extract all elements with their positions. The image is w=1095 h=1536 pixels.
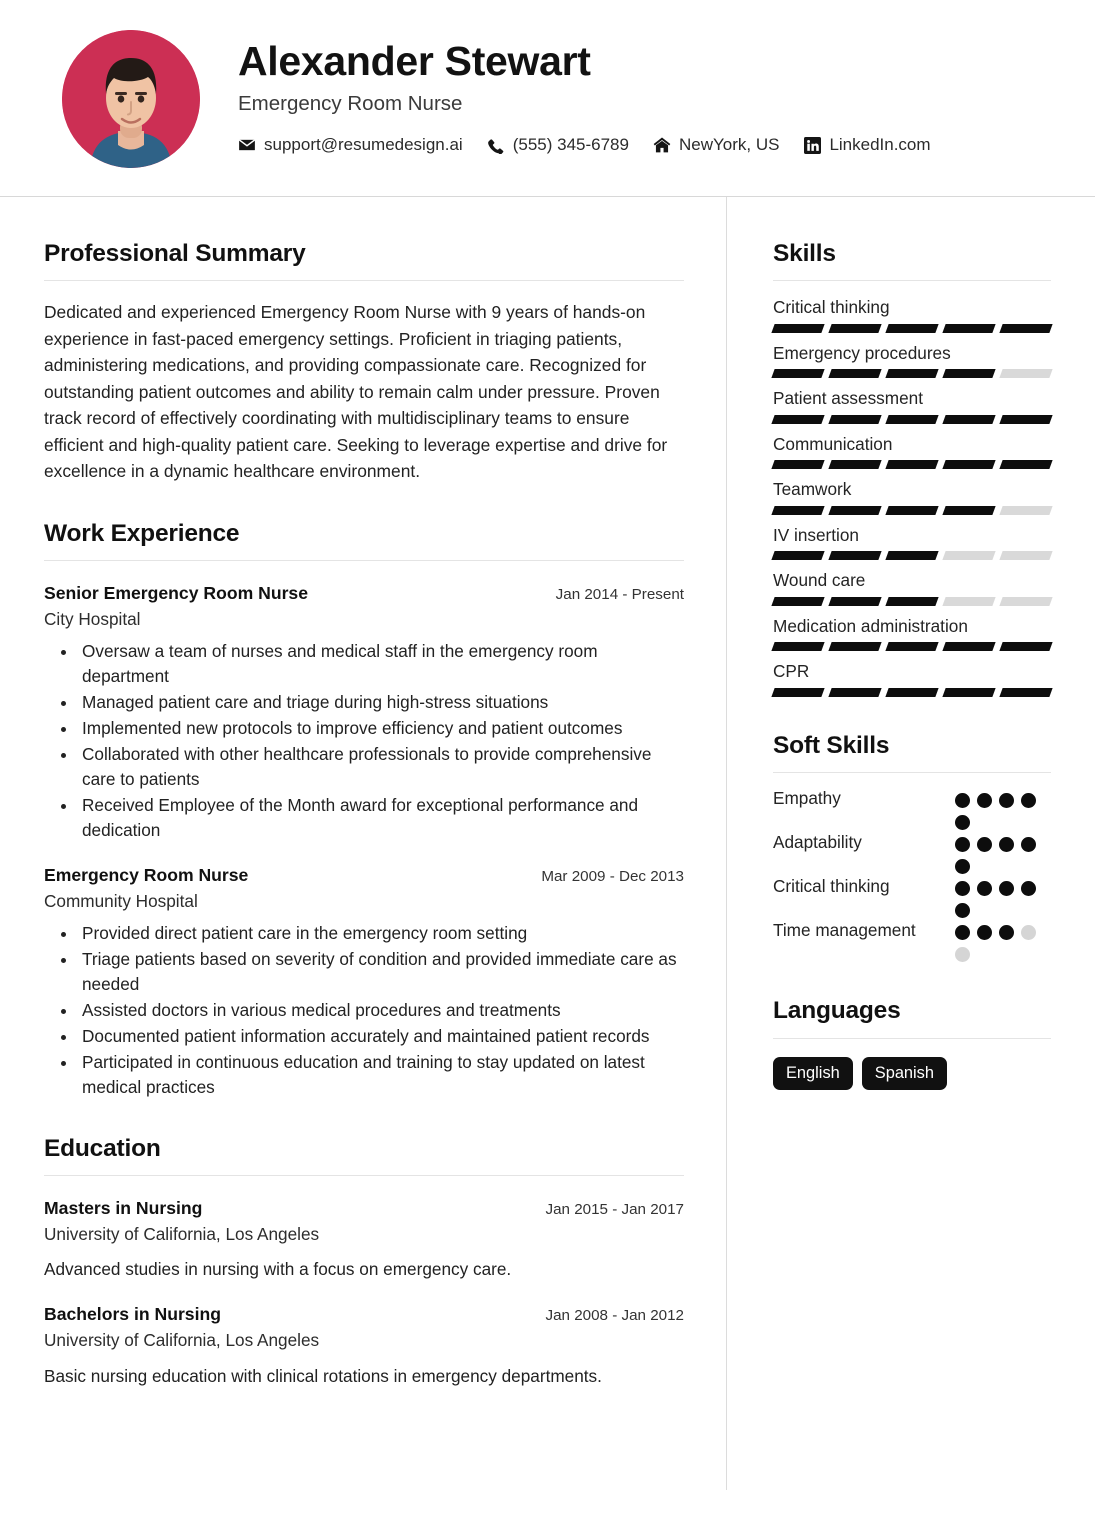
skill-row: [773, 570, 1051, 606]
skill-row: [773, 343, 1051, 379]
skill-meter-segment: [828, 597, 881, 606]
soft-skill-list: [773, 788, 1051, 962]
soft-skill-row: [773, 876, 1051, 918]
skill-row: [773, 661, 1051, 697]
language-list: [773, 1057, 1051, 1090]
section-divider: [773, 772, 1051, 773]
contact-linkedin-text: LinkedIn.com: [829, 135, 931, 155]
skill-meter-segment: [771, 460, 824, 469]
rating-dot: [955, 837, 970, 852]
skill-meter: [773, 460, 1051, 469]
skill-meter: [773, 415, 1051, 424]
skill-meter-segment: [828, 551, 881, 560]
language-pill: Spanish: [862, 1057, 947, 1090]
soft-skill-row: [773, 832, 1051, 874]
soft-skill-rating: [955, 788, 1051, 830]
section-skills: [773, 239, 1051, 697]
skill-label: Teamwork: [773, 479, 852, 500]
envelope-icon: [238, 136, 256, 154]
soft-skill-rating: [955, 832, 1051, 874]
skill-meter: [773, 688, 1051, 697]
skill-meter-segment: [885, 597, 938, 606]
header-text-block: [238, 39, 931, 160]
skill-meter-segment: [771, 324, 824, 333]
skill-meter-segment: [942, 415, 995, 424]
avatar: [62, 30, 200, 168]
rating-dot: [955, 793, 970, 808]
experience-date: Mar 2009 - Dec 2013: [541, 867, 684, 885]
rating-dot: [977, 925, 992, 940]
skill-meter-segment: [771, 551, 824, 560]
list-item: • Documented patient information accurately and maintained patient records: [78, 1024, 684, 1049]
skill-meter: [773, 597, 1051, 606]
section-languages: [773, 996, 1051, 1089]
experience-entry: [44, 865, 684, 1100]
skill-meter: [773, 369, 1051, 378]
skill-meter-segment: [999, 415, 1052, 424]
sidebar-column: [727, 197, 1095, 1090]
skill-meter: [773, 506, 1051, 515]
education-entry-header: [44, 1198, 684, 1220]
skill-meter-segment: [828, 324, 881, 333]
experience-bullets: [44, 921, 684, 1100]
skill-meter-segment: [885, 369, 938, 378]
skill-meter-segment: [828, 460, 881, 469]
soft-skill-label: Empathy: [773, 788, 841, 809]
rating-dot: [977, 837, 992, 852]
soft-skill-label: Critical thinking: [773, 876, 890, 897]
section-soft-skills: [773, 731, 1051, 962]
skill-meter-segment: [771, 369, 824, 378]
skill-meter-segment: [828, 369, 881, 378]
soft-skill-rating: [955, 920, 1051, 962]
skill-meter: [773, 551, 1051, 560]
education-school: University of California, Los Angeles: [44, 1330, 320, 1351]
section-professional-summary: [44, 239, 684, 485]
list-item: • Provided direct patient care in the emergency room setting: [78, 921, 684, 946]
skill-row: [773, 479, 1051, 515]
experience-entry-header: [44, 865, 684, 887]
list-item: • Oversaw a team of nurses and medical staff in the emergency room department: [78, 639, 684, 689]
home-icon: [653, 136, 671, 154]
skill-label: CPR: [773, 661, 810, 682]
skill-meter-segment: [942, 551, 995, 560]
rating-dot: [955, 925, 970, 940]
page-title: Alexander Stewart: [238, 37, 591, 84]
skill-meter: [773, 642, 1051, 651]
skill-row: [773, 388, 1051, 424]
list-item: • Received Employee of the Month award for exceptional performance and dedication: [78, 793, 684, 843]
education-description: Advanced studies in nursing with a focus on emergency care.: [44, 1259, 512, 1280]
skill-meter-segment: [828, 415, 881, 424]
section-divider: [44, 560, 684, 561]
skill-meter-segment: [885, 460, 938, 469]
section-heading-languages: Languages: [773, 997, 901, 1025]
education-date: Jan 2015 - Jan 2017: [545, 1201, 684, 1219]
skill-row: [773, 525, 1051, 561]
skill-row: [773, 297, 1051, 333]
soft-skill-rating: [955, 876, 1051, 918]
contact-location-text: NewYork, US: [678, 135, 780, 155]
skill-meter-segment: [828, 506, 881, 515]
skill-label: IV insertion: [773, 524, 859, 545]
linkedin-icon: [803, 136, 821, 154]
section-divider: [44, 280, 684, 281]
contact-phone[interactable]: [487, 135, 629, 155]
experience-bullets: [44, 639, 684, 843]
skill-meter-segment: [942, 642, 995, 651]
section-divider: [44, 1175, 684, 1176]
rating-dot: [955, 859, 970, 874]
contact-email-text: support@resumedesign.ai: [264, 135, 463, 155]
contact-linkedin[interactable]: [803, 135, 930, 155]
section-divider: [773, 1038, 1051, 1039]
contact-location[interactable]: [653, 135, 779, 155]
resume-header: [0, 0, 1095, 197]
skill-meter-segment: [885, 506, 938, 515]
job-title: Emergency Room Nurse: [238, 91, 463, 115]
soft-skill-label: Adaptability: [773, 832, 862, 853]
section-heading-experience: Work Experience: [44, 519, 240, 547]
skill-label: Critical thinking: [773, 297, 890, 318]
education-degree: Masters in Nursing: [44, 1198, 203, 1219]
rating-dot: [955, 815, 970, 830]
education-date: Jan 2008 - Jan 2012: [545, 1307, 684, 1325]
section-heading-skills: Skills: [773, 240, 836, 267]
skill-meter-segment: [942, 688, 995, 697]
soft-skill-row: [773, 920, 1051, 962]
section-heading-summary: Professional Summary: [44, 240, 306, 267]
section-heading-education: Education: [44, 1134, 161, 1162]
skill-meter-segment: [771, 688, 824, 697]
education-entry: [44, 1198, 684, 1282]
skill-list: [773, 297, 1051, 697]
resume-body: [0, 197, 1095, 1490]
rating-dot: [955, 881, 970, 896]
experience-date: Jan 2014 - Present: [555, 585, 684, 603]
list-item: • Triage patients based on severity of condition and provided immediate care as needed: [78, 947, 684, 997]
education-entry: [44, 1304, 684, 1388]
rating-dot: [999, 793, 1014, 808]
experience-organization: Community Hospital: [44, 890, 198, 911]
skill-meter-segment: [942, 460, 995, 469]
list-item: • Participated in continuous education and training to stay updated on latest medical practices: [78, 1050, 684, 1100]
skill-meter-segment: [999, 506, 1052, 515]
rating-dot: [955, 947, 970, 962]
skill-meter-segment: [999, 597, 1052, 606]
list-item: • Assisted doctors in various medical procedures and treatments: [78, 998, 684, 1023]
skill-row: [773, 616, 1051, 652]
rating-dot: [999, 837, 1014, 852]
skill-label: Communication: [773, 433, 893, 454]
list-item: • Collaborated with other healthcare professionals to provide comprehensive care to patients: [78, 742, 684, 792]
education-school: University of California, Los Angeles: [44, 1224, 320, 1245]
list-item: • Managed patient care and triage during high-stress situations: [78, 690, 684, 715]
skill-meter-segment: [771, 506, 824, 515]
rating-dot: [1021, 837, 1036, 852]
skill-meter-segment: [771, 415, 824, 424]
experience-entry-header: [44, 583, 684, 605]
list-item: • Implemented new protocols to improve efficiency and patient outcomes: [78, 716, 684, 741]
rating-dot: [999, 925, 1014, 940]
rating-dot: [955, 903, 970, 918]
education-entry-header: [44, 1304, 684, 1326]
skill-meter-segment: [942, 369, 995, 378]
section-work-experience: [44, 519, 684, 1100]
phone-icon: [487, 136, 505, 154]
rating-dot: [1021, 881, 1036, 896]
skill-meter-segment: [999, 369, 1052, 378]
skill-meter-segment: [771, 597, 824, 606]
rating-dot: [999, 881, 1014, 896]
skill-row: [773, 434, 1051, 470]
skill-meter-segment: [885, 642, 938, 651]
rating-dot: [1021, 925, 1036, 940]
skill-meter-segment: [885, 415, 938, 424]
section-education: [44, 1134, 684, 1389]
skill-meter-segment: [999, 324, 1052, 333]
education-degree: Bachelors in Nursing: [44, 1304, 221, 1325]
skill-meter-segment: [885, 551, 938, 560]
skill-meter-segment: [771, 642, 824, 651]
main-column: [0, 197, 727, 1490]
rating-dot: [977, 881, 992, 896]
section-heading-soft-skills: Soft Skills: [773, 731, 890, 759]
experience-organization: City Hospital: [44, 608, 141, 629]
skill-meter-segment: [942, 506, 995, 515]
skill-meter-segment: [828, 688, 881, 697]
education-description: Basic nursing education with clinical rotations in emergency departments.: [44, 1365, 602, 1386]
skill-meter-segment: [828, 642, 881, 651]
skill-meter-segment: [999, 688, 1052, 697]
skill-meter-segment: [885, 324, 938, 333]
soft-skill-row: [773, 788, 1051, 830]
contact-phone-text: (555) 345-6789: [512, 135, 629, 155]
rating-dot: [1021, 793, 1036, 808]
section-divider: [773, 280, 1051, 281]
soft-skill-label: Time management: [773, 920, 916, 941]
skill-label: Emergency procedures: [773, 342, 951, 363]
skill-meter-segment: [999, 460, 1052, 469]
skill-meter-segment: [885, 688, 938, 697]
contact-email[interactable]: [238, 135, 463, 155]
experience-title: Emergency Room Nurse: [44, 864, 249, 885]
experience-entry: [44, 583, 684, 843]
rating-dot: [977, 793, 992, 808]
skill-label: Wound care: [773, 570, 866, 591]
skill-meter-segment: [999, 642, 1052, 651]
skill-meter: [773, 324, 1051, 333]
experience-title: Senior Emergency Room Nurse: [44, 582, 308, 603]
contact-list: [238, 135, 931, 155]
skill-meter-segment: [942, 324, 995, 333]
language-pill: English: [773, 1057, 853, 1090]
skill-label: Medication administration: [773, 615, 968, 636]
summary-text: Dedicated and experienced Emergency Room Nurse with 9 years of hands-on experience in fast-paced emergency settings. Proficient in triaging patients, administering medications, and providing compassionate care. Recognized for outstanding patient outcomes and ability to remain calm under pressure. Proven track record of effectively coordinating with multidisciplinary teams to ensure efficient and high-quality patient care. Seeking to leverage expertise and drive for excellence in a dynamic healthcare environment.: [44, 302, 668, 482]
skill-label: Patient assessment: [773, 388, 923, 409]
skill-meter-segment: [999, 551, 1052, 560]
skill-meter-segment: [942, 597, 995, 606]
